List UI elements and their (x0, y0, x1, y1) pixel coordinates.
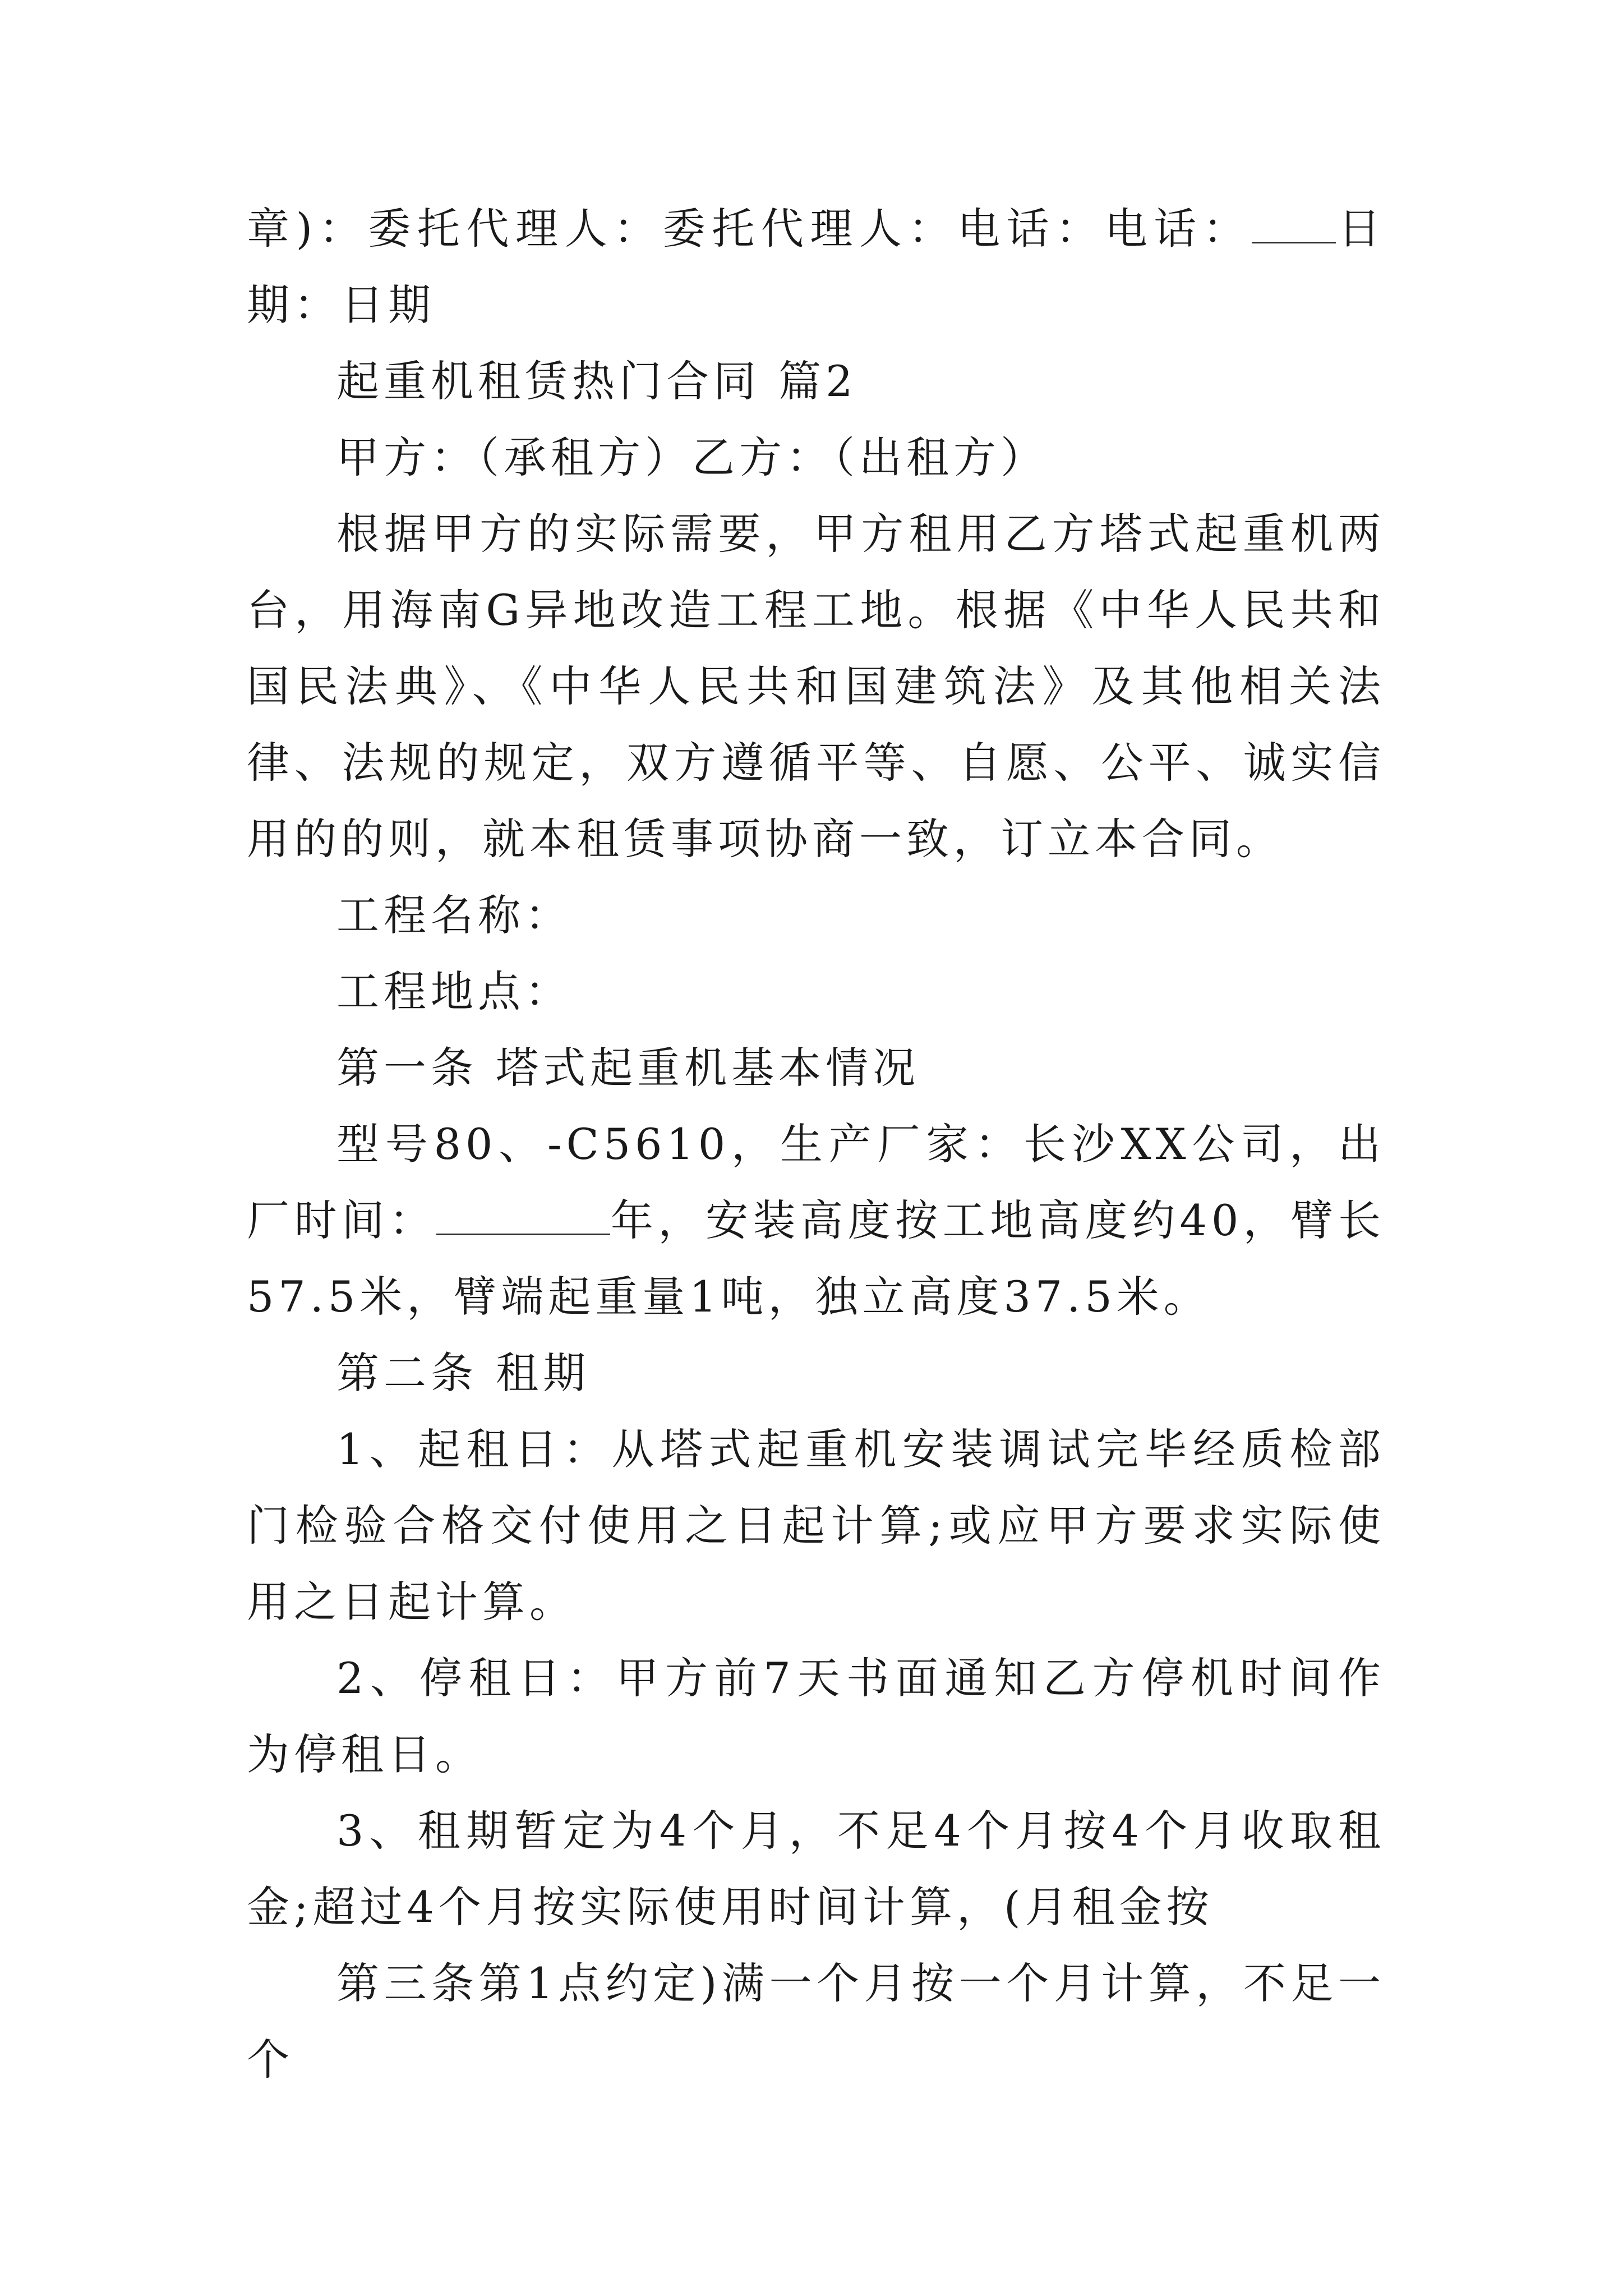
signature-text: 章)：委托代理人：委托代理人：电话：电话： (247, 204, 1252, 254)
document-body (247, 191, 1385, 2098)
term-1: 1、起租日：从塔式起重机安装调试完毕经质检部门检验合格交付使用之日起计算;或应甲方要求实际使用之日起计算。 (247, 1424, 1385, 1627)
article1-paragraph (247, 1106, 1385, 1335)
signature-line (247, 191, 1385, 343)
article1-title: 第一条 塔式起重机基本情况 (336, 1043, 920, 1093)
term-2: 2、停租日：甲方前7天书面通知乙方停机时间作为停租日。 (247, 1653, 1385, 1779)
date-text: 日期：日期 (247, 204, 1385, 330)
article1-text-b: 年，安装高度按工地高度约40，臂长57.5米，臂端起重量1吨，独立高度37.5米。 (247, 1195, 1385, 1322)
project-location-line: 工程地点： (336, 967, 572, 1016)
manufacture-year-blank (436, 1194, 610, 1235)
article2-title: 第二条 租期 (336, 1348, 591, 1398)
project-name-line: 工程名称： (336, 890, 572, 940)
parties-line: 甲方：（承租方）乙方：（出租方） (336, 432, 1048, 482)
intro-paragraph: 根据甲方的实际需要，甲方租用乙方塔式起重机两台，用海南G异地改造工程工地。根据《中华人民共和国民法典》、《中华人民共和国建筑法》及其他相关法律、法规的规定，双方遵循平等、自愿、公平、诚实信用的的则，就本租赁事项协商一致，订立本合同。 (247, 509, 1385, 864)
term-3-continued: 第三条第1点约定)满一个月按一个月计算，不足一个 (247, 1958, 1385, 2085)
section-title: 起重机租赁热门合同 篇2 (336, 356, 857, 406)
date-blank (1252, 203, 1336, 243)
term-3: 3、租期暂定为4个月，不足4个月按4个月收取租金;超过4个月按实际使用时间计算，(月租金按 (247, 1806, 1385, 1932)
article1-text-a: 型号80、-C5610，生产厂家：长沙XX公司，出厂时间： (247, 1119, 1385, 1245)
